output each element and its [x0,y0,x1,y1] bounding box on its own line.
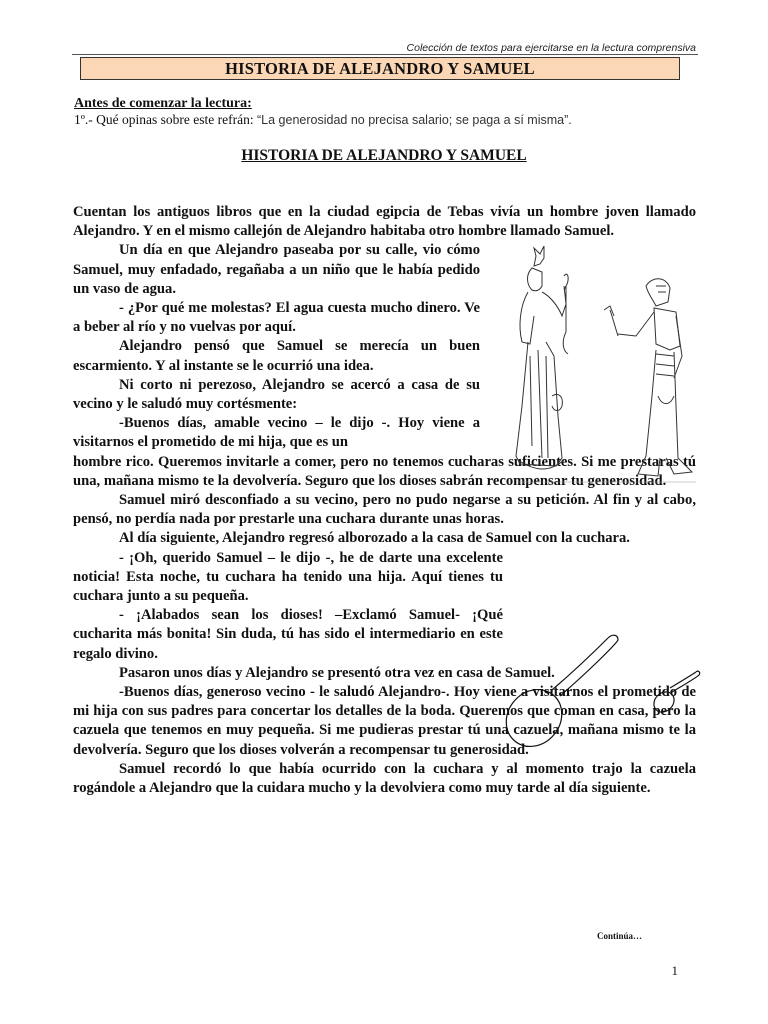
proverb-quote: “La generosidad no precisa salario; se paga a sí misma”. [257,113,572,127]
paragraph: Un día en que Alejandro paseaba por su calle, vio cómo Samuel, muy enfadado, regañaba a un niño que le había pedido un vaso de agua. [73,242,480,297]
paragraph: hombre rico. Queremos invitarle a comer, pero no tenemos cucharas suficientes. Si me prestaras tú una, mañana mismo te la devolvería. Seguro que los dioses sabrán recompensar tu generosidad. [73,453,696,489]
egyptian-figures-illustration [506,246,702,492]
document-title: HISTORIA DE ALEJANDRO Y SAMUEL [80,57,680,80]
prelude-question [74,112,572,128]
paragraph: Ni corto ni perezoso, Alejandro se acercó a casa de su vecino y le saludó muy cortésmente: [73,376,480,413]
paragraph: Samuel recordó lo que había ocurrido con la cuchara y al momento trajo la cazuela rogándole a Alejandro que la cuidara mucho y la devolviera como muy tarde al día siguiente. [73,760,696,797]
paragraph: Alejandro pensó que Samuel se merecía un buen escarmiento. Y al instante se le ocurrió una idea. [73,338,480,374]
spoons-illustration [500,630,712,750]
story-title: HISTORIA DE ALEJANDRO Y SAMUEL [241,147,527,164]
paragraph: -Buenos días, generoso vecino - le saludó Alejandro-. Hoy viene a visitarnos el prometido de mi hija con sus padres para concertar los detalles de la boda. Queremos que coman en casa, pero la cazuela que tenemos en muy pequeña. Si me pudieras prestar tú una cazuela, mañana mismo te la devolvería. Seguro que los dioses volverán a recompensar tu generosidad. [73,684,696,758]
paragraph: -Buenos días, amable vecino – le dijo -. Hoy viene a visitarnos el prometido de mi hija, que es un [73,415,480,451]
paragraph: Al día siguiente, Alejandro regresó alborozado a la casa de Samuel con la cuchara. [119,530,630,547]
question-prefix: 1º.- Qué opinas sobre este refrán: [74,112,257,127]
paragraph: - ¡Oh, querido Samuel – le dijo -, he de darte una excelente noticia! Esta noche, tu cuchara ha tenido una hija. Aquí tienes tu cuchara junto a su pequeña. [73,549,503,605]
paragraph: Pasaron unos días y Alejandro se presentó otra vez en casa de Samuel. [119,664,555,681]
paragraph: - ¿Por qué me molestas? El agua cuesta mucho dinero. Ve a beber al río y no vuelvas por aquí. [73,300,480,336]
continue-note: Continúa… [597,931,643,941]
paragraph: - ¡Alabados sean los dioses! –Exclamó Samuel- ¡Qué cucharita más bonita! Sin duda, tú has sido el intermediario en este regalo divino. [73,607,503,662]
paragraph: Samuel miró desconfiado a su vecino, pero no pudo negarse a su petición. Al fin y al cabo, pensó, no perdía nada por prestarle una cuchara durante unas horas. [73,492,696,528]
prelude-heading: Antes de comenzar la lectura: [74,96,252,111]
paragraph: Cuentan los antiguos libros que en la ciudad egipcia de Tebas vivía un hombre joven llamado Alejandro. Y en el mismo callejón de Alejandro habitaba otro hombre llamado Samuel. [73,204,696,240]
collection-note: Colección de textos para ejercitarse en la lectura comprensiva [406,42,696,54]
page-number: 1 [671,963,678,978]
header-divider [72,54,698,55]
